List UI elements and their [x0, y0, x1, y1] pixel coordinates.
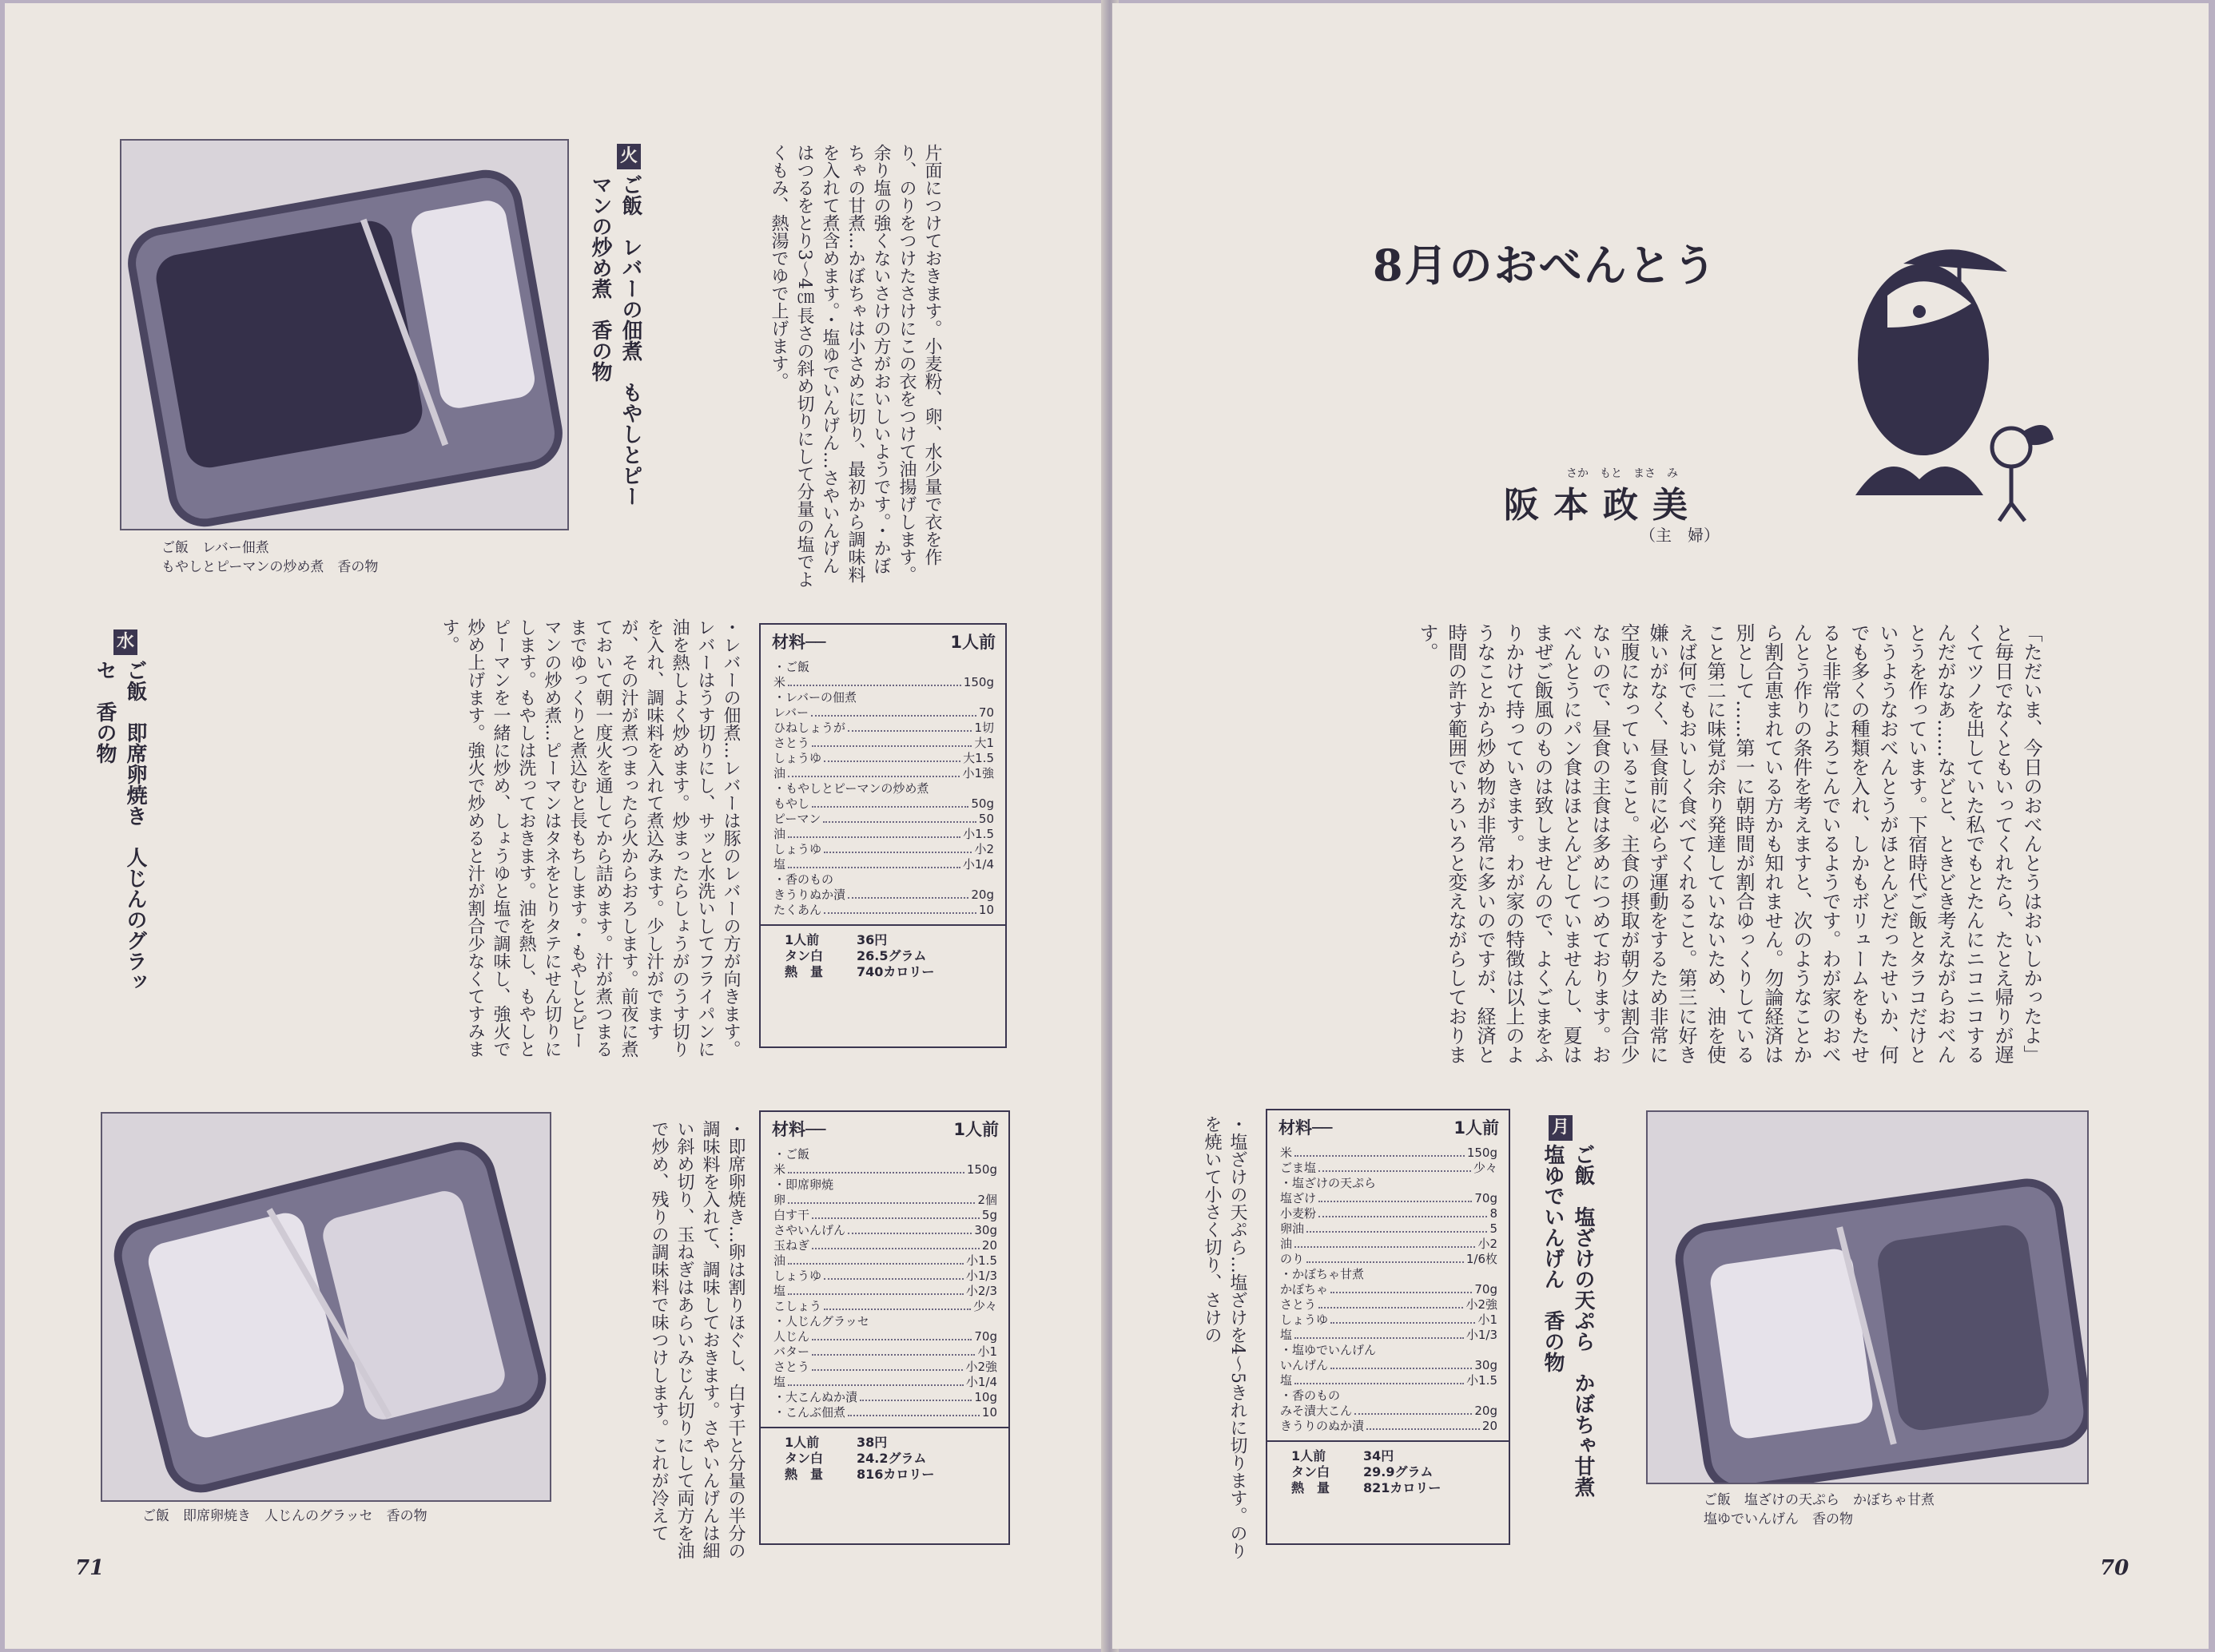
ingredient-row [1280, 1404, 1497, 1419]
ingredient-row [773, 1147, 997, 1162]
ingredient-amount: 小1/4 [965, 1375, 997, 1389]
nutrition-value: 821カロリー [1363, 1480, 1442, 1495]
nutrition-row [785, 1451, 997, 1467]
materials-box-monday [1266, 1109, 1510, 1545]
ingredient-amount: 大1.5 [963, 751, 994, 765]
leader-dots [788, 1253, 964, 1265]
ingredient-amount: 70g [974, 1329, 997, 1344]
ingredient-row [773, 721, 994, 736]
ingredient-amount: 70 [978, 705, 994, 720]
ingredient-name: しょうゆ [773, 842, 822, 856]
ingredient-row [773, 812, 994, 827]
page-71 [5, 3, 1108, 1649]
page-number-right: 70 [2100, 1556, 2130, 1580]
ingredient-amount: 少々 [1473, 1161, 1497, 1175]
ingredient-name: ・レバーの佃煮 [773, 690, 857, 705]
photo-caption-monday: ご飯 塩ざけの天ぷら かぼちゃ甘煮 塩ゆでいんげん 香の物 [1704, 1492, 1935, 1527]
ingredient-name: きうりぬか漬 [773, 888, 846, 902]
leader-dots [1294, 1328, 1464, 1339]
ingredient-row [773, 1162, 997, 1177]
ingredient-name: 卵油 [1280, 1221, 1305, 1236]
materials-serving: 1人前 [950, 633, 996, 652]
ingredient-amount: 小1.5 [966, 1253, 997, 1268]
ingredient-amount: 10g [974, 1390, 997, 1404]
ingredient-name: 米 [773, 1162, 786, 1177]
ingredient-name: みそ漬大こん [1280, 1404, 1353, 1418]
ingredient-name: 白す干 [773, 1208, 810, 1222]
ingredient-row [773, 1360, 997, 1375]
ingredient-row [773, 1253, 997, 1269]
ingredient-name: ・もやしとピーマンの炒め煮 [773, 781, 929, 796]
nutrition-row [785, 1435, 997, 1451]
ingredient-row [773, 903, 994, 918]
ingredient-row [773, 796, 994, 812]
day-badge-monday: 月 [1549, 1115, 1573, 1141]
leader-dots [788, 1193, 975, 1204]
ingredient-amount: 小2強 [1465, 1297, 1497, 1312]
ingredient-name: 塩ざけ [1280, 1191, 1317, 1205]
ingredient-amount: 50g [971, 796, 994, 811]
leader-dots [812, 1238, 980, 1249]
nutrition-row [785, 948, 994, 964]
ingredient-amount: 2個 [977, 1193, 997, 1207]
leader-dots [1330, 1358, 1472, 1369]
leader-dots [812, 736, 972, 747]
leader-dots [812, 1360, 963, 1371]
leader-dots [1294, 1237, 1475, 1248]
ingredient-name: ・香のもの [1280, 1388, 1341, 1403]
leader-dots [824, 751, 960, 762]
ingredient-name: ピーマン [773, 812, 821, 826]
ingredient-row [773, 1314, 997, 1329]
ingredient-row [1280, 1221, 1497, 1237]
nutrition-label: タン白 [785, 1451, 824, 1466]
ingredient-amount: 小1 [977, 1344, 997, 1359]
dish-title-tuesday: ご飯 レバーの佃煮 もやしとピーマンの炒め煮 香の物 [588, 174, 642, 506]
leader-dots [788, 1162, 964, 1173]
page-70 [1112, 3, 2209, 1649]
ingredient-row [773, 1177, 997, 1193]
nutrition-label: 熱 量 [785, 964, 824, 979]
photo-caption-wednesday: ご飯 即席卵焼き 人じんのグラッセ 香の物 [142, 1508, 427, 1524]
ingredient-row [773, 1299, 997, 1314]
nutrition-value: 24.2グラム [857, 1451, 927, 1466]
ingredient-row [1280, 1358, 1497, 1373]
ingredient-amount: 70g [1474, 1191, 1497, 1205]
ingredient-row [773, 751, 994, 766]
ingredient-amount: 150g [966, 1162, 997, 1177]
nutrition-value: 34円 [1363, 1448, 1394, 1463]
ingredient-amount: 少々 [972, 1299, 997, 1313]
materials-heading: 材料── [772, 633, 826, 652]
ingredient-row [773, 1238, 997, 1253]
ingredient-row [773, 857, 994, 872]
ingredient-row [773, 1208, 997, 1223]
ingredient-amount: 20g [1474, 1404, 1497, 1418]
ingredient-name: 玉ねぎ [773, 1238, 810, 1253]
ingredient-name: 油 [773, 1253, 786, 1268]
ingredient-name: さとう [773, 1360, 810, 1374]
leader-dots [860, 1390, 972, 1401]
ingredient-amount: 10 [978, 903, 994, 917]
ingredient-row [773, 660, 994, 675]
bento-photo-monday [1646, 1110, 2089, 1484]
leader-dots [848, 1405, 980, 1416]
ingredient-name: ・大こんぬか漬 [773, 1390, 858, 1404]
nutrition-summary [761, 1427, 1008, 1487]
ingredient-name: バター [773, 1344, 810, 1359]
ingredient-amount: 150g [963, 675, 994, 689]
ingredient-amount: 小2/3 [965, 1284, 997, 1298]
ingredient-row [773, 1405, 997, 1420]
ingredient-name: 油 [1280, 1237, 1293, 1251]
page-number-left: 71 [75, 1556, 105, 1580]
leader-dots [788, 766, 960, 777]
bento-photo-wednesday [101, 1112, 551, 1502]
leader-dots [1366, 1419, 1480, 1430]
ingredient-name: レバー [773, 705, 809, 720]
ingredient-name: かぼちゃ [1280, 1282, 1329, 1297]
nutrition-value: 740カロリー [857, 964, 935, 979]
materials-serving: 1人前 [953, 1120, 999, 1139]
ingredient-row [773, 827, 994, 842]
ingredient-name: さやいんげん [773, 1223, 846, 1237]
ingredient-name: いんげん [1280, 1358, 1329, 1372]
leader-dots [848, 888, 968, 899]
leader-dots [1294, 1373, 1464, 1384]
ingredient-name: ・ご飯 [773, 1147, 810, 1162]
ingredient-amount: 20 [981, 1238, 997, 1253]
nutrition-label: 熱 量 [785, 1467, 824, 1482]
ingredient-name: ・こんぶ佃煮 [773, 1405, 846, 1420]
leader-dots [848, 1223, 972, 1234]
ingredient-name: 油 [773, 766, 786, 780]
ingredient-name: さとう [1280, 1297, 1317, 1312]
ingredient-amount: 30g [1474, 1358, 1497, 1372]
ingredient-name: もやし [773, 796, 810, 811]
nutrition-label: タン白 [1291, 1464, 1330, 1479]
ingredient-row [1280, 1419, 1497, 1434]
nutrition-row [785, 1467, 997, 1483]
ingredient-name: ひねしょうが [773, 721, 846, 735]
leader-dots [812, 1208, 980, 1219]
leader-dots [848, 721, 972, 732]
ingredient-row [773, 736, 994, 751]
leader-dots [1318, 1297, 1463, 1308]
leader-dots [1330, 1312, 1475, 1324]
nutrition-label: 熱 量 [1291, 1480, 1330, 1495]
ingredient-row [773, 675, 994, 690]
ingredient-amount: 50 [978, 812, 994, 826]
nutrition-value: 29.9グラム [1363, 1464, 1434, 1479]
ingredient-name: しょうゆ [773, 751, 822, 765]
article-intro: 「ただいま、今日のおべんとうはおいしかったよ」と毎日でなくともいってくれたら、たとえ帰りが遅くてツノを出していた私でもとたんにニコニコするんだがなあ……などと、ときどき考えながらおべんとうを作っています。下宿時代ご飯とタラコだけというようなおべんとうがほとんどだったせいか、何でも多くの種類を入れ、しかもボリュームをもたせると非常によろこんでいるようです。わが家のおべんとう作りの条件を考えますと、次のようなことから割合恵まれている方かも知れません。勿論経済は別として……第一に朝時間が割合ゆっくりしていること第二に味覚が余り発達していないため、油を使えば何でもおいしく食べてくれること。第三に好き嫌いがなく、昼食前に必らず運動をするため非常に空腹になっていること。主食の摂取が朝夕は割合少ないので、昼食の主食は多めにつめております。おべんとうにパン食はほとんどしていませんし、夏はまぜご飯風のものは致しませんので、よくごまをふりかけて持っていきます。わが家の特徴は以上のようなことから炒め物が非常に多いのですが、経済と時間の許す範囲でいろいろと変えながらしております。 [1416, 623, 2042, 1064]
ingredient-name: たくあん [773, 903, 822, 917]
ingredient-name: 油 [773, 827, 786, 841]
ingredient-row [773, 1390, 997, 1405]
ingredient-name: さとう [773, 736, 810, 750]
nutrition-summary [761, 924, 1005, 985]
ingredient-amount: 小2 [974, 842, 994, 856]
leader-dots [824, 1269, 964, 1280]
ingredient-amount: 1切 [974, 721, 994, 735]
ingredient-name: ・人じんグラッセ [773, 1314, 869, 1328]
materials-list [761, 1144, 1008, 1420]
ingredient-row [773, 766, 994, 781]
article-title: 8月のおべんとう [1373, 240, 1718, 291]
day-badge-tuesday: 火 [617, 144, 641, 169]
leader-dots [1306, 1221, 1487, 1233]
ingredient-name: 米 [1280, 1146, 1293, 1160]
ingredient-name: 小麦粉 [1280, 1206, 1317, 1221]
ingredient-row [1280, 1267, 1497, 1282]
nutrition-row [785, 932, 994, 948]
ingredient-amount: 小2強 [965, 1360, 997, 1374]
leader-dots [812, 1329, 972, 1340]
ingredient-row [1280, 1206, 1497, 1221]
recipe-text-tuesday-top: 片面につけておきます。小麦粉、卵、水少量で衣を作り、のりをつけたさけにこの衣をつけて油揚げします。余り塩の強くないさけの方がおいしいようです。・かぼちゃの甘煮…かぼちゃは小さめに切り、最初から調味料を入れて煮含めます。・塩ゆでいんげん…さやいんげんはつるをとり3〜4㎝長さの斜め切りにして分量の塩でよくもみ、熱湯でゆで上げます。 [769, 144, 942, 588]
author-name-reading: さか もと まさ み [1566, 467, 1678, 480]
ingredient-row [773, 1344, 997, 1360]
ingredient-row [773, 1284, 997, 1299]
ingredient-row [773, 1269, 997, 1284]
nutrition-label: 1人前 [785, 1435, 820, 1450]
ingredient-name: 塩 [773, 1284, 786, 1298]
ingredient-amount: 小1/3 [965, 1269, 997, 1283]
ingredient-amount: 小1.5 [1466, 1373, 1497, 1388]
ingredient-name: 人じん [773, 1329, 810, 1344]
leader-dots [824, 1299, 971, 1310]
ingredient-row [773, 1375, 997, 1390]
ingredient-name: ごま塩 [1280, 1161, 1317, 1175]
ingredient-row [773, 781, 994, 796]
recipe-text-tuesday-mid: ・レバーの佃煮…レバーは豚のレバーの方が向きます。レバーはうす切りにし、サッと水洗いしてフライパンに油を熱しよく炒めます。炒まったらしょうがのうす切りを入れ、調味料を入れて煮込みます。少し汁がでますが、その汁が煮つまったら火からおろします。前夜に煮ておいて朝一度火を通してから詰めます。汁が煮つまるまでゆっくりと煮込むと長もちします。・もやしとピーマンの炒め煮…ピーマンはタネをとりタテにせん切りにします。もやしは洗っておきます。油を熱し、もやしとピーマンを一緒に炒め、しょうゆと塩で調味し、強火で炒め上げます。強火で炒めると汁が割合少なくてすみます。 [439, 618, 741, 1058]
ingredient-name: ・塩ざけの天ぷら [1280, 1176, 1377, 1190]
ingredient-amount: 小1強 [962, 766, 994, 780]
ingredient-row [773, 1193, 997, 1208]
ingredient-row [773, 705, 994, 721]
ingredient-name: 塩 [773, 1375, 786, 1389]
ingredient-row [773, 1329, 997, 1344]
ingredient-name: ・塩ゆでいんげん [1280, 1343, 1377, 1357]
ingredient-name: 塩 [773, 857, 786, 872]
materials-box-tuesday [759, 623, 1007, 1048]
ingredient-name: 塩 [1280, 1328, 1293, 1342]
dish-title-monday: ご飯 塩ざけの天ぷら かぼちゃ甘煮 塩ゆでいんげん 香の物 [1541, 1144, 1595, 1518]
ingredient-row [773, 872, 994, 888]
ingredient-amount: 小2 [1477, 1237, 1497, 1251]
ingredient-amount: 小1/3 [1465, 1328, 1497, 1342]
leader-dots [824, 903, 976, 914]
fish-umbrella-illustration [1839, 240, 2111, 527]
ingredient-name: こしょう [773, 1299, 822, 1313]
ingredient-name: きうりのぬか漬 [1280, 1419, 1365, 1433]
leader-dots [811, 705, 976, 717]
ingredient-amount: 8 [1489, 1206, 1497, 1221]
ingredient-amount: 1/6枚 [1465, 1252, 1497, 1266]
ingredient-amount: 5g [981, 1208, 997, 1222]
leader-dots [1354, 1404, 1472, 1415]
recipe-text-monday: ・塩ざけの天ぷら…塩ざけを4〜5きれに切ります。のりを焼いて小さく切り、さけの [1202, 1115, 1247, 1559]
leader-dots [788, 1375, 964, 1386]
leader-dots [788, 857, 960, 868]
ingredient-row [1280, 1312, 1497, 1328]
ingredient-name: ・香のもの [773, 872, 834, 887]
ingredient-row [773, 888, 994, 903]
ingredient-amount: 小1.5 [963, 827, 994, 841]
leader-dots [788, 827, 960, 838]
ingredient-row [1280, 1297, 1497, 1312]
ingredient-row [1280, 1146, 1497, 1161]
nutrition-summary [1267, 1440, 1509, 1501]
leader-dots [1318, 1191, 1472, 1202]
ingredient-row [1280, 1282, 1497, 1297]
ingredient-amount: 小1/4 [962, 857, 994, 872]
leader-dots [812, 796, 968, 808]
leader-dots [823, 812, 976, 823]
ingredient-amount: 小1 [1477, 1312, 1497, 1327]
leader-dots [788, 675, 961, 686]
nutrition-row [1291, 1448, 1497, 1464]
materials-list [1267, 1142, 1509, 1434]
bento-photo-tuesday [120, 139, 569, 530]
ingredient-name: 卵 [773, 1193, 786, 1207]
nutrition-label: 1人前 [1291, 1448, 1326, 1463]
ingredient-row [1280, 1176, 1497, 1191]
leader-dots [812, 1344, 975, 1356]
leader-dots [1318, 1161, 1471, 1172]
ingredient-amount: 大1 [974, 736, 994, 750]
ingredient-name: 米 [773, 675, 786, 689]
ingredient-row [1280, 1328, 1497, 1343]
author-name: 阪本政美 [1504, 485, 1702, 526]
leader-dots [1306, 1252, 1464, 1263]
ingredient-amount: 150g [1466, 1146, 1497, 1160]
ingredient-row [1280, 1388, 1497, 1404]
ingredient-row [1280, 1237, 1497, 1252]
leader-dots [1318, 1206, 1487, 1217]
ingredient-row [1280, 1161, 1497, 1176]
nutrition-value: 26.5グラム [857, 948, 927, 963]
ingredient-amount: 5 [1489, 1221, 1497, 1236]
ingredient-row [773, 690, 994, 705]
ingredient-name: ・ご飯 [773, 660, 810, 674]
ingredient-name: しょうゆ [773, 1269, 822, 1283]
nutrition-row [1291, 1480, 1497, 1496]
nutrition-label: 1人前 [785, 932, 820, 947]
nutrition-row [785, 964, 994, 980]
nutrition-value: 36円 [857, 932, 888, 947]
nutrition-value: 816カロリー [857, 1467, 935, 1482]
ingredient-name: しょうゆ [1280, 1312, 1329, 1327]
leader-dots [824, 842, 972, 853]
ingredient-amount: 20g [971, 888, 994, 902]
day-badge-wednesday: 水 [113, 629, 137, 655]
ingredient-amount: 20 [1481, 1419, 1497, 1433]
ingredient-row [1280, 1191, 1497, 1206]
materials-box-wednesday [759, 1110, 1010, 1545]
materials-heading: 材料── [772, 1120, 826, 1139]
recipe-text-wednesday: ・即席卵焼き…卵は割りほぐし、白す干と分量の半分の調味料を入れて、調味しておきます。さやいんげんは細い斜め切り、玉ねぎはあらいみじん切りにして両方を油で炒め、残りの調味料で味つけします。これが冷えて [649, 1120, 746, 1559]
ingredient-row [1280, 1373, 1497, 1388]
nutrition-value: 38円 [857, 1435, 888, 1450]
author-role: （主 婦） [1640, 526, 1720, 545]
ingredient-amount: 70g [1474, 1282, 1497, 1297]
ingredient-amount: 30g [974, 1223, 997, 1237]
materials-list [761, 657, 1005, 918]
ingredient-row [773, 842, 994, 857]
leader-dots [788, 1284, 964, 1295]
materials-serving: 1人前 [1453, 1118, 1499, 1138]
nutrition-label: タン白 [785, 948, 824, 963]
ingredient-name: ・即席卵焼 [773, 1177, 834, 1192]
ingredient-name: ・かぼちゃ甘煮 [1280, 1267, 1365, 1281]
ingredient-name: のり [1280, 1252, 1305, 1266]
nutrition-row [1291, 1464, 1497, 1480]
ingredient-name: 塩 [1280, 1373, 1293, 1388]
photo-caption-tuesday: ご飯 レバー佃煮 もやしとピーマンの炒め煮 香の物 [161, 540, 379, 575]
dish-title-wednesday: ご飯 即席卵焼き 人じんのグラッセ 香の物 [93, 660, 147, 992]
leader-dots [1294, 1146, 1465, 1157]
ingredient-row [1280, 1343, 1497, 1358]
ingredient-row [773, 1223, 997, 1238]
materials-heading: 材料── [1278, 1118, 1333, 1138]
leader-dots [1330, 1282, 1472, 1293]
ingredient-row [1280, 1252, 1497, 1267]
ingredient-amount: 10 [981, 1405, 997, 1420]
